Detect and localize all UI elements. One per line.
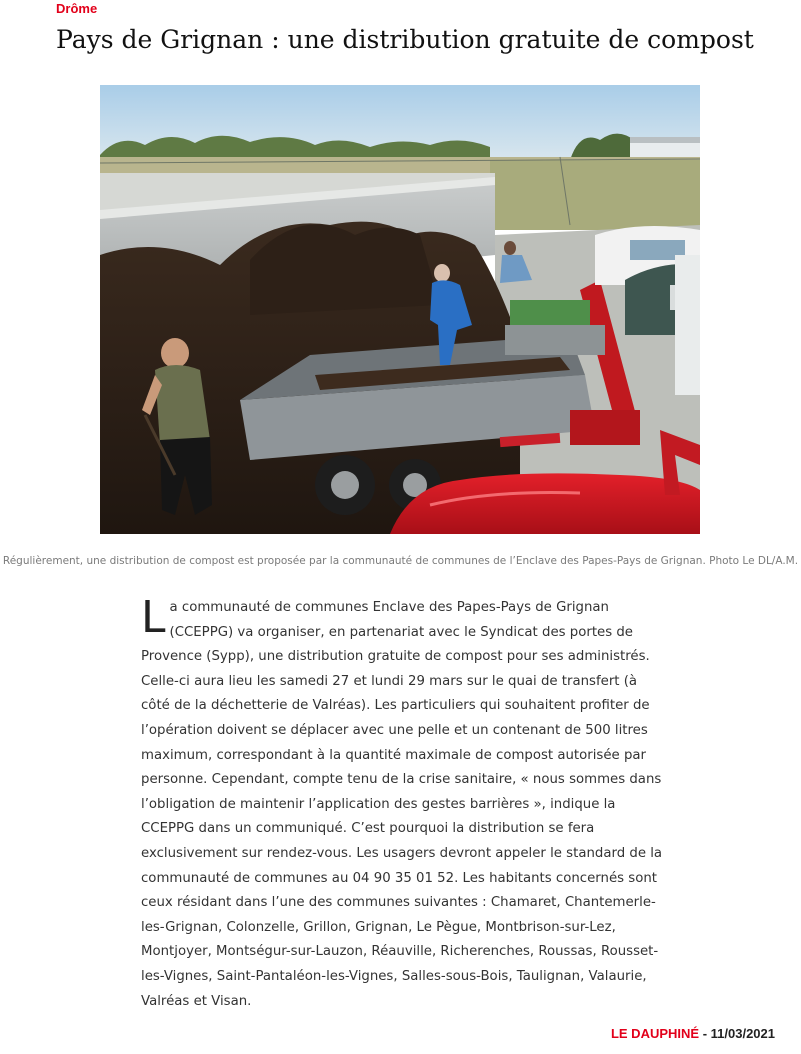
photo-caption: Régulièrement, une distribution de compost est proposée par la communauté de communes de l’Enclave des Papes-Pays de Grignan. Photo Le DL/A.M.: [2, 555, 799, 567]
footer-credit: [611, 1026, 775, 1041]
section-label: Drôme: [56, 1, 98, 16]
footer-brand: LE DAUPHINÉ: [610, 1026, 700, 1041]
footer-separator: -: [699, 1026, 711, 1041]
headline: Pays de Grignan : une distribution gratuite de compost: [56, 25, 754, 54]
footer-date: 11/03/2021: [710, 1026, 775, 1041]
dropcap: L: [141, 592, 166, 643]
article-photo: [100, 85, 700, 534]
article-body: [141, 592, 666, 1014]
article-body-text: a communauté de communes Enclave des Papes-Pays de Grignan (CCEPPG) va organiser, en partenariat avec le Syndicat des portes de Provence (Sypp), une distribution gratuite de compost pour ses administrés. Celle-ci aura lieu les samedi 27 et lundi 29 mars sur le quai de transfert (à côté de la déchetterie de Valréas). Les particuliers qui souhaitent profiter de l’opération doivent se déplacer avec une pelle et un contenant de 500 litres maximum, correspondant à la quantité maximale de compost autorisée par personne. Cependant, compte tenu de la crise sanitaire, « nous sommes dans l’obligation de maintenir l’application des gestes barrières », indique la CCEPPG dans un communiqué. C’est pourquoi la distribution se fera exclusivement sur rendez-vous. Les usagers devront appeler le standard de la communauté de communes au 04 90 35 01 52. Les habitants concernés sont ceux résidant dans l’une des communes suivantes : Chamaret, Chantemerle-les-Grignan, Colonzelle, Grillon, Grignan, Le Pègue, Montbrison-sur-Lez, Montjoyer, Montségur-sur-Lauzon, Réauville, Richerenches, Roussas, Rousset-les-Vignes, Saint-Pantaléon-les-Vignes, Salles-sous-Bois, Taulignan, Valaurie, Valréas et Visan.: [141, 600, 663, 1009]
